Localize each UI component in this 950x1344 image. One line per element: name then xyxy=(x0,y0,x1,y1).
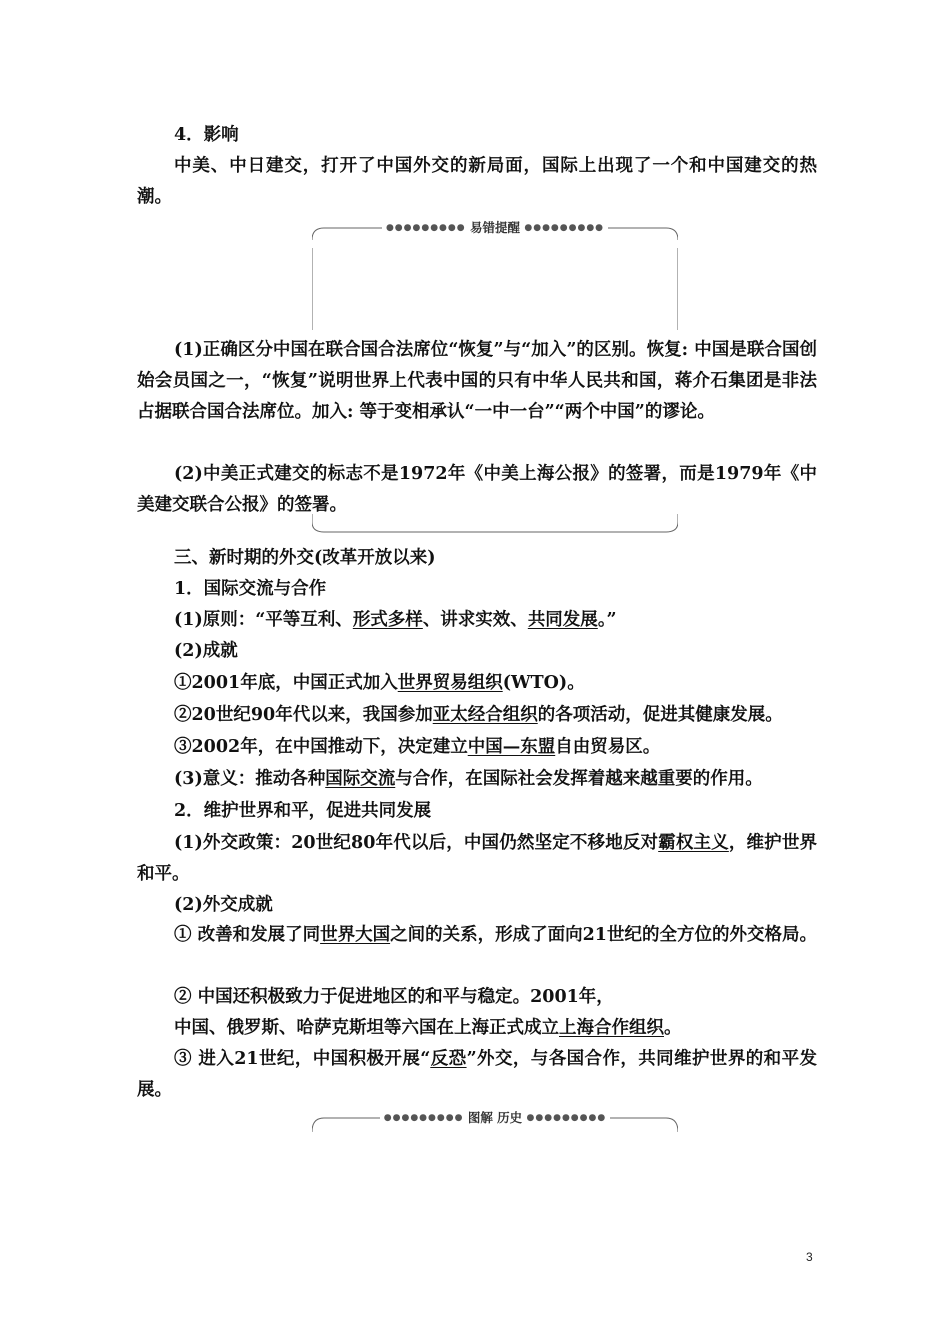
dots-left-icon: ●●●●●●●●● xyxy=(383,1113,464,1123)
achievement-item-2: ②20世纪90年代以来，我国参加亚太经合组织的各项活动，促进其健康发展。 xyxy=(174,705,783,725)
diplomacy-item-2-line2: 中国、俄罗斯、哈萨克斯坦等六国在上海正式成立上海合作组织。 xyxy=(174,1018,682,1038)
dots-right-icon: ●●●●●●●●● xyxy=(526,1113,607,1123)
keyword-underline: 形式多样 xyxy=(352,610,423,630)
keyword-underline: 共同发展 xyxy=(527,610,598,630)
tip-box-label: 易错提醒 xyxy=(469,220,520,235)
section-3-heading: 三、新时期的外交(改革开放以来) xyxy=(174,548,436,568)
diplomacy-item-2-line1: ② 中国还积极致力于促进地区的和平与稳定。2001年， xyxy=(174,987,614,1007)
achievement-item-3: ③2002年，在中国推动下，决定建立中国—东盟自由贸易区。 xyxy=(174,737,661,757)
keyword-underline: 世界大国 xyxy=(320,925,391,945)
tip-paragraph-2: (2)中美正式建交的标志不是1972年《中美上海公报》的签署，而是1979年《中美建交联合公报》的签署。 xyxy=(137,464,817,515)
significance-line: (3)意义：推动各种国际交流与合作，在国际社会发挥着越来越重要的作用。 xyxy=(174,769,763,789)
keyword-underline: 亚太经合组织 xyxy=(432,705,538,725)
diagram-box-label: 图解 历史 xyxy=(467,1110,523,1125)
page-number: 3 xyxy=(806,1250,813,1264)
keyword-underline: 国际交流 xyxy=(325,769,396,789)
keyword-underline: 世界贸易组织 xyxy=(397,673,503,693)
achievement-item-1: ①2001年底，中国正式加入世界贸易组织(WTO)。 xyxy=(174,673,585,693)
dots-right-icon: ●●●●●●●●● xyxy=(524,223,605,233)
diplomacy-item-1: ① 改善和发展了同世界大国之间的关系，形成了面向21世纪的全方位的外交格局。 xyxy=(174,925,817,945)
diagram-box-top-frame xyxy=(312,1112,678,1136)
dots-left-icon: ●●●●●●●●● xyxy=(385,223,466,233)
principle-line: (1)原则：“平等互利、形式多样、讲求实效、共同发展。” xyxy=(174,610,617,630)
tip-box-top-frame xyxy=(312,222,678,332)
diplomacy-item-3: ③ 进入21世纪，中国积极开展“反恐”外交，与各国合作，共同维护世界的和平发展。 xyxy=(137,1049,817,1100)
achievement-label: (2)成就 xyxy=(174,641,238,661)
tip-paragraph-1: (1)正确区分中国在联合国合法席位“恢复”与“加入”的区别。恢复: 中国是联合国创始会员国之一，“恢复”说明世界上代表中国的只有中华人民共和国，蒋介石集团是非法占据联合国合法席位。加入: 等于变相承认“一中一台”“两个中国”的谬论。 xyxy=(137,340,817,422)
section-4-heading: 4．影响 xyxy=(174,125,239,145)
subsection-2-heading: 2．维护世界和平，促进共同发展 xyxy=(174,801,432,821)
subsection-1-heading: 1．国际交流与合作 xyxy=(174,579,327,599)
diplomacy-label: (2)外交成就 xyxy=(174,895,273,915)
policy-paragraph: (1)外交政策：20世纪80年代以后，中国仍然坚定不移地反对霸权主义，维护世界和平。 xyxy=(137,833,817,884)
section-4-paragraph: 中美、中日建交，打开了中国外交的新局面，国际上出现了一个和中国建交的热潮。 xyxy=(137,156,817,207)
keyword-underline: 反恐 xyxy=(430,1049,467,1069)
keyword-underline: 上海合作组织 xyxy=(559,1018,664,1038)
tip-box-bottom-frame xyxy=(312,512,678,538)
keyword-underline: 霸权主义 xyxy=(658,833,729,853)
keyword-underline: 中国—东盟 xyxy=(467,737,556,757)
